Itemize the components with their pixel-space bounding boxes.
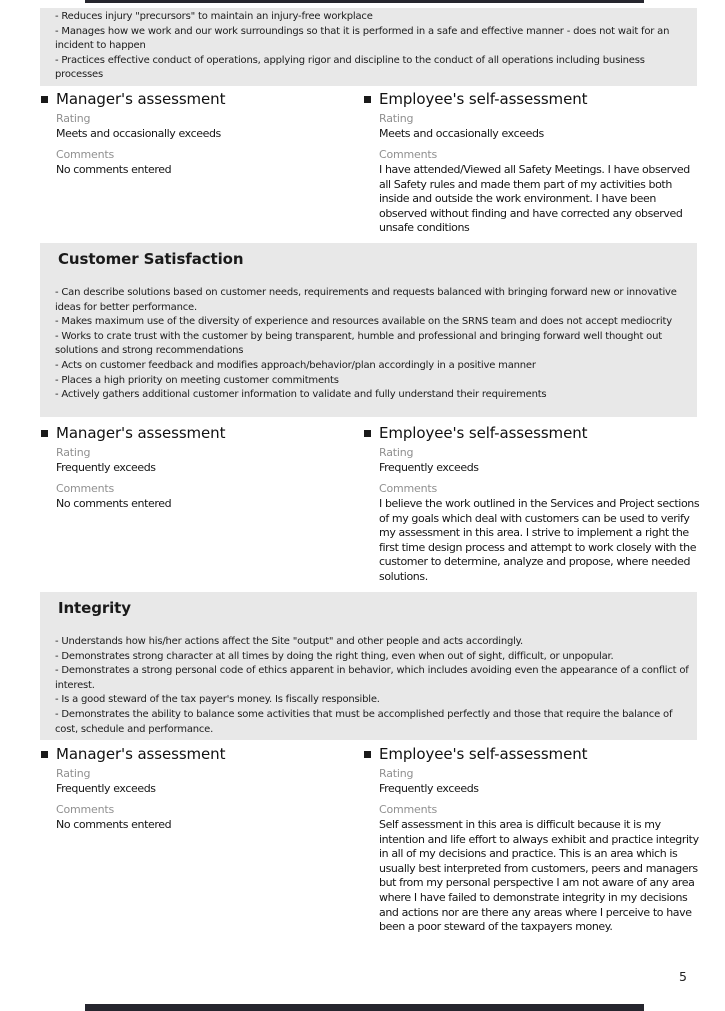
section-box-customer-satisfaction [40,243,697,417]
bullet-item: - Demonstrates a strong personal code of ethics apparent in behavior, which includes avoiding even the appearance of a conflict of interest. [55,665,689,691]
rating-value: Frequently exceeds [56,461,156,474]
bullet-item: - Can describe solutions based on customer needs, requirements and requests balanced with bringing forward new or innovative ideas for better performance. [55,287,677,313]
bottom-page-edge [85,1004,644,1011]
comments-label: Comments [56,482,115,495]
employee-assessment-title: Employee's self-assessment [379,745,588,763]
comments-label: Comments [56,148,115,161]
rating-label: Rating [379,767,414,780]
manager-assessment-title: Manager's assessment [56,745,226,763]
comments-value: No comments entered [56,163,172,176]
employee-assessment-title: Employee's self-assessment [379,424,588,442]
comments-label: Comments [379,482,438,495]
bullet-square-icon [364,96,371,103]
bullet-item: - Practices effective conduct of operations, applying rigor and discipline to the conduct of all operations including business processes [55,54,645,81]
employee-assessment-block [363,746,700,935]
bullet-item: - Demonstrates strong character at all times by doing the right thing, even when out of sight, difficult, or unpopular. [55,650,614,662]
section-bullets [55,10,691,83]
section-box-integrity [40,592,697,740]
bullet-square-icon [41,430,48,437]
section-title: Customer Satisfaction [58,250,244,268]
bullet-item: - Makes maximum use of the diversity of experience and resources available on the SRNS team and does not accept mediocrity [55,316,672,328]
employee-assessment-heading [363,746,700,763]
manager-assessment-heading [40,425,363,442]
bullet-square-icon [364,430,371,437]
rating-value: Frequently exceeds [379,461,479,474]
rating-value: Meets and occasionally exceeds [56,127,221,140]
bullet-item: - Demonstrates the ability to balance some activities that must be accomplished perfectly and those that require the balance of cost, schedule and performance. [55,708,673,735]
page-number: 5 [679,969,687,984]
top-page-edge [85,0,644,3]
section-bullets [55,286,691,403]
bullet-item: - Manages how we work and our work surroundings so that it is performed in a safe and effective manner - does not wait for an incident to happen [55,25,670,52]
assessment-row [40,91,700,236]
comments-value: I have attended/Viewed all Safety Meetings. I have observed all Safety rules and made them part of my activities both inside and outside the work environment. I have been observed without finding and have corrected any observed unsafe conditions [379,163,690,235]
employee-assessment-heading [363,425,700,442]
bullet-item: - Acts on customer feedback and modifies approach/behavior/plan accordingly in a positive manner [55,359,536,371]
bullet-square-icon [41,96,48,103]
rating-label: Rating [379,446,414,459]
bullet-item: - Actively gathers additional customer information to validate and fully understand their requirements [55,389,547,401]
comments-value: I believe the work outlined in the Services and Project sections of my goals which deal with customers can be used to verify my assessment in this area. I strive to implement a right the first time design process and attempt to work closely with the customer to determine, analyze and propose, where needed solutions. [379,497,700,583]
section-box-safety [40,8,697,86]
rating-value: Meets and occasionally exceeds [379,127,544,140]
bullet-item: - Reduces injury "precursors" to maintain an injury-free workplace [55,11,373,22]
manager-assessment-block [40,425,363,585]
rating-label: Rating [56,767,91,780]
manager-assessment-heading [40,746,363,763]
comments-value: No comments entered [56,497,172,510]
comments-label: Comments [379,148,438,161]
bullet-item: - Places a high priority on meeting customer commitments [55,374,339,386]
bullet-square-icon [364,751,371,758]
rating-label: Rating [56,446,91,459]
comments-label: Comments [56,803,115,816]
section-title: Integrity [58,599,131,617]
manager-assessment-block [40,91,363,236]
employee-assessment-block [363,425,700,585]
manager-assessment-title: Manager's assessment [56,424,226,442]
employee-assessment-heading [363,91,700,108]
employee-assessment-block [363,91,700,236]
assessment-row [40,746,700,935]
rating-label: Rating [56,112,91,125]
manager-assessment-heading [40,91,363,108]
rating-label: Rating [379,112,414,125]
comments-value: No comments entered [56,818,172,831]
bullet-item: - Is a good steward of the tax payer's money. Is fiscally responsible. [55,694,380,706]
rating-value: Frequently exceeds [379,782,479,795]
bullet-item: - Understands how his/her actions affect the Site "output" and other people and acts accordingly. [55,636,523,647]
bullet-square-icon [41,751,48,758]
manager-assessment-title: Manager's assessment [56,90,226,108]
comments-label: Comments [379,803,438,816]
comments-value: Self assessment in this area is difficult because it is my intention and life effort to always exhibit and practice integrity in all of my decisions and practice. This is an area which is usually best interpreted from customers, peers and managers but from my personal perspective I am not aware of any area where I have failed to demonstrate integrity in my decisions and actions nor are there any areas where I perceive to have been a poor steward of the taxpayers money. [379,818,699,934]
manager-assessment-block [40,746,363,935]
rating-value: Frequently exceeds [56,782,156,795]
assessment-row [40,425,700,585]
bullet-item: - Works to crate trust with the customer by being transparent, humble and professional and bringing forward well thought out solutions and strong recommendations [55,330,662,357]
section-bullets [55,635,691,737]
employee-assessment-title: Employee's self-assessment [379,90,588,108]
